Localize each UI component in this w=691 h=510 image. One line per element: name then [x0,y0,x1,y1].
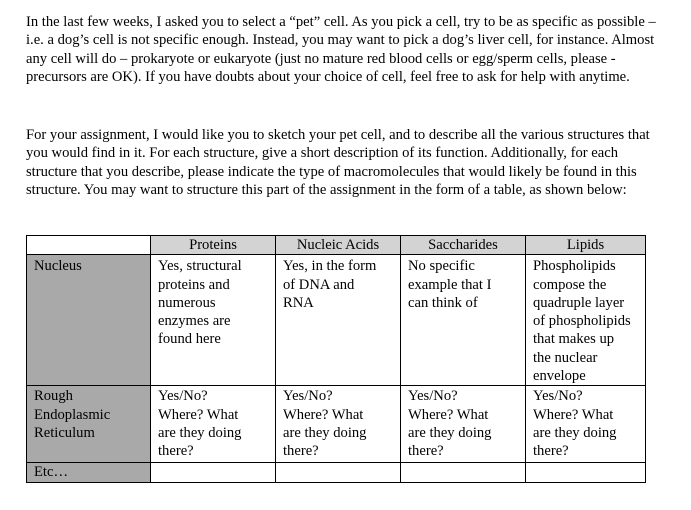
table-cell [151,386,276,463]
row-label-text: Nucleus [34,258,82,275]
table-header-row [27,236,646,255]
header-lipids: Lipids [526,236,646,255]
table-cell [401,463,526,482]
cell-text: No specific example that I can think of [408,258,492,311]
table-cell [276,255,401,386]
macromolecule-table [26,235,646,483]
cell-text: Phospholipids compose the quadruple layer of phospholipids that makes up the nuclear envelope [533,258,631,385]
table-cell [526,463,646,482]
cell-text: Yes/No? Where? What are they doing there? [533,388,617,460]
table-cell [526,386,646,463]
table-row [27,255,646,386]
header-corner-cell [27,236,151,255]
row-label-text: Etc… [34,464,69,481]
intro-paragraph: In the last few weeks, I asked you to select a “pet” cell. As you pick a cell, try to be as specific as possible – i.e. a dog’s cell is not specific enough. Instead, you may want to pick a dog’s liver cell, for instance. Almost any cell will do – prokaryote or eukaryote (just no mature red blood cells or egg/sperm cells, please - precursors are OK). If you have doubts about your choice of cell, feel free to ask for help with anytime. [26,14,656,85]
cell-text: Yes/No? Where? What are they doing there? [158,388,242,460]
table-cell [151,463,276,482]
cell-text: Yes/No? Where? What are they doing there? [283,388,367,460]
row-label-nucleus [27,255,151,386]
header-saccharides: Saccharides [401,236,526,255]
row-label-etc [27,463,151,482]
table-cell [276,386,401,463]
table-cell [401,386,526,463]
header-nucleic-acids: Nucleic Acids [276,236,401,255]
table-cell [401,255,526,386]
table-cell [276,463,401,482]
assignment-paragraph: For your assignment, I would like you to sketch your pet cell, and to describe all the various structures that you would find in it. For each structure, give a short description of its function. Additionally, for each structure that you describe, please indicate the type of macromolecules that would likely be found in this structure. You may want to structure this part of the assignment in the form of a table, as shown below: [26,127,650,198]
row-label-rough-er [27,386,151,463]
cell-text: Yes/No? Where? What are they doing there? [408,388,492,460]
table-cell [151,255,276,386]
table-cell [526,255,646,386]
cell-text: Yes, in the form of DNA and RNA [283,258,377,311]
row-label-text: Rough Endoplasmic Reticulum [34,388,111,441]
cell-text: Yes, structural proteins and numerous enzymes are found here [158,258,242,348]
header-proteins: Proteins [151,236,276,255]
table-row [27,463,646,482]
table-row [27,386,646,463]
